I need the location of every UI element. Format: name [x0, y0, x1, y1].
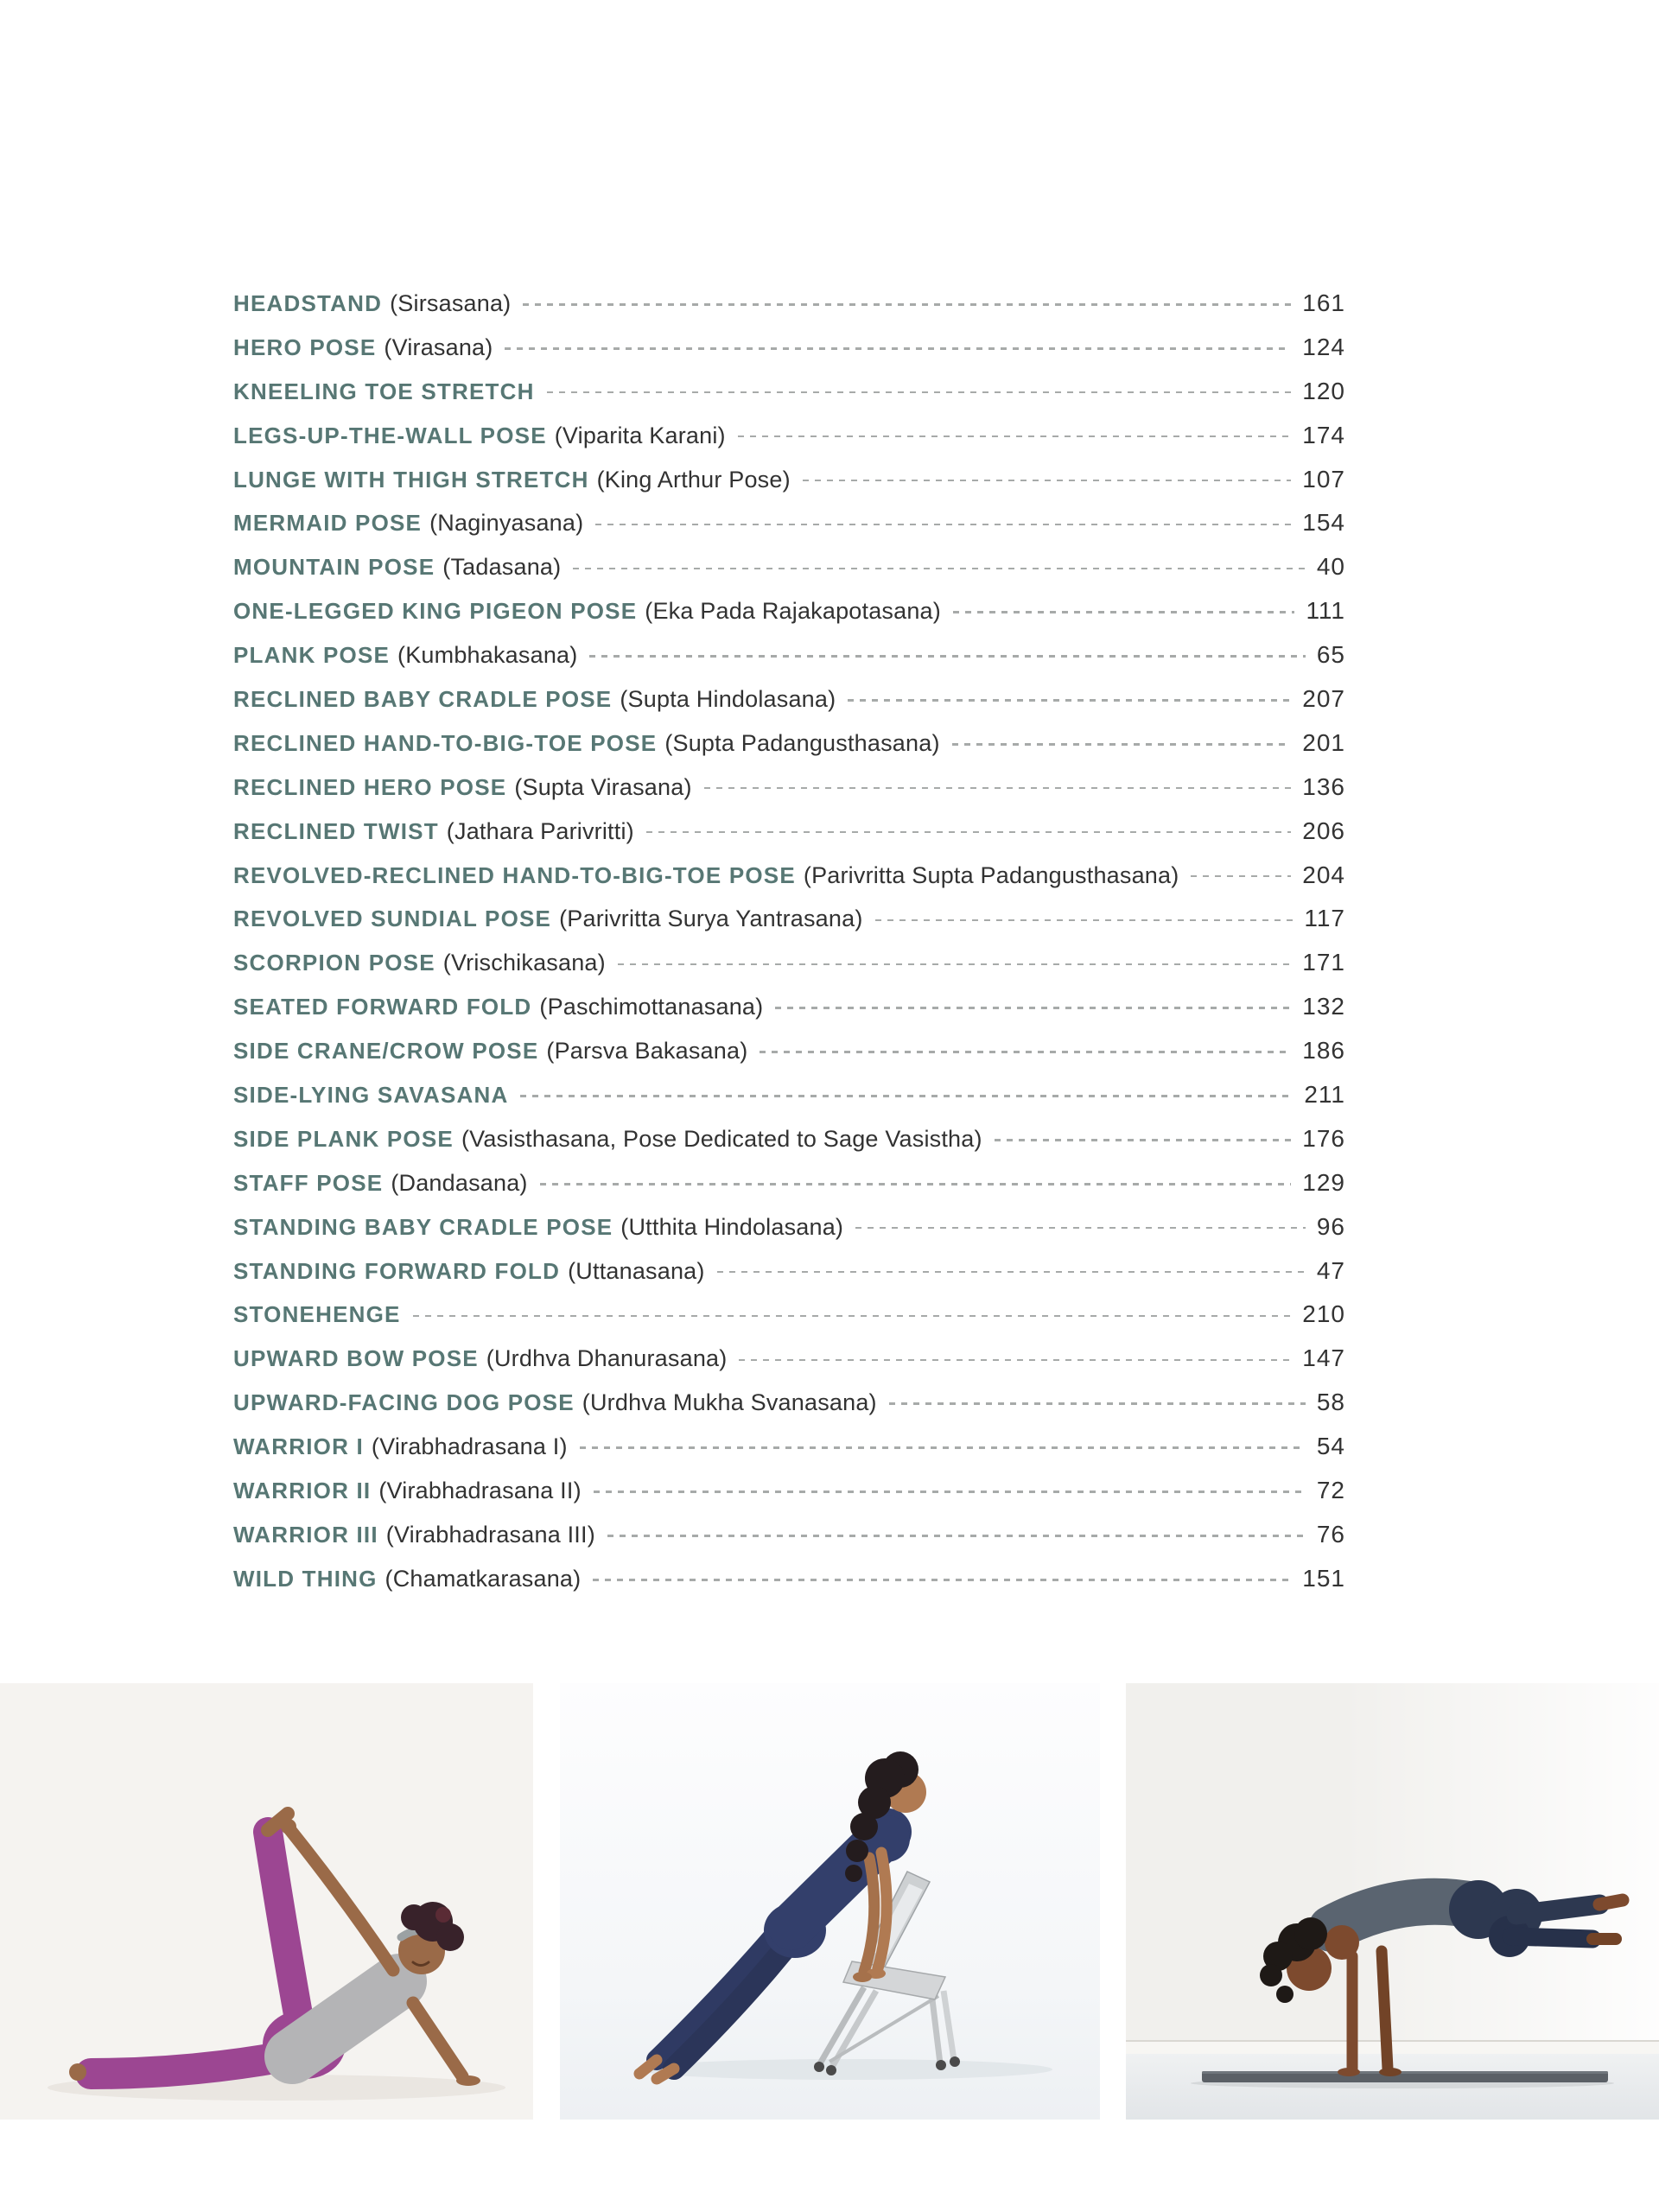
pose-name: WARRIOR III [233, 1521, 378, 1548]
index-row [233, 589, 1345, 633]
pose-name: RECLINED BABY CRADLE POSE [233, 686, 613, 713]
page-number: 206 [1302, 817, 1345, 844]
dotted-leader [739, 1359, 1291, 1362]
index-row [233, 1557, 1345, 1601]
index-row [233, 370, 1345, 414]
pose-alt-name: (Urdhva Dhanurasana) [486, 1345, 728, 1372]
dotted-leader [704, 787, 1292, 790]
pose-name: SIDE CRANE/CROW POSE [233, 1038, 539, 1065]
pose-name: RECLINED HAND-TO-BIG-TOE POSE [233, 729, 658, 756]
chair-lunge-illustration [560, 1683, 1100, 2120]
pose-alt-name: (Vrischikasana) [442, 950, 606, 976]
dotted-leader [595, 524, 1291, 526]
pose-name: WARRIOR I [233, 1433, 364, 1460]
pose-alt-name: (Virabhadrasana III) [385, 1521, 595, 1548]
dotted-leader [646, 831, 1291, 834]
dotted-leader [995, 1139, 1292, 1141]
pose-name: RECLINED HERO POSE [233, 773, 507, 800]
page-number: 136 [1302, 772, 1345, 800]
dotted-leader [952, 743, 1292, 746]
pose-alt-name: (Supta Hindolasana) [620, 686, 836, 713]
pose-alt-name: (Urdhva Mukha Svanasana) [582, 1389, 877, 1416]
index-row [233, 1161, 1345, 1205]
pose-name: HEADSTAND [233, 290, 383, 316]
pose-name: STONEHENGE [233, 1301, 401, 1328]
page-number: 65 [1316, 641, 1345, 669]
index-row [233, 810, 1345, 854]
pose-name: HERO POSE [233, 334, 377, 360]
index-row [233, 1513, 1345, 1557]
pose-alt-name: (Virabhadrasana II) [378, 1478, 582, 1504]
pose-alt-name: (Uttanasana) [568, 1257, 705, 1284]
pose-alt-name: (Virasana) [384, 334, 493, 360]
pose-name: KNEELING TOE STRETCH [233, 378, 535, 404]
pose-alt-name: (Jathara Parivritti) [446, 817, 634, 844]
dotted-leader [855, 1227, 1306, 1230]
index-row [233, 766, 1345, 810]
page-number: 58 [1316, 1389, 1345, 1416]
dotted-leader [540, 1183, 1292, 1185]
page-number: 174 [1302, 421, 1345, 448]
dotted-leader [523, 303, 1291, 306]
page-number: 204 [1302, 861, 1345, 888]
pose-alt-name: (Parivritta Surya Yantrasana) [559, 906, 863, 932]
dotted-leader [505, 347, 1291, 350]
pose-alt-name: (Virabhadrasana I) [371, 1433, 568, 1460]
dotted-leader [889, 1402, 1306, 1405]
page-number: 107 [1302, 465, 1345, 493]
page-number: 40 [1316, 553, 1345, 581]
dotted-leader [594, 1491, 1306, 1493]
page-number: 111 [1306, 597, 1345, 625]
page-number: 120 [1302, 377, 1345, 404]
index-row [233, 1425, 1345, 1469]
pose-alt-name: (Sirsasana) [390, 290, 512, 316]
page-number: 210 [1302, 1300, 1345, 1328]
pose-name: ONE-LEGGED KING PIGEON POSE [233, 598, 638, 625]
index-row [233, 677, 1345, 721]
pose-alt-name: (Dandasana) [391, 1169, 528, 1196]
dotted-leader [738, 435, 1292, 438]
index-row [233, 941, 1345, 985]
index-row [233, 1249, 1345, 1294]
dotted-leader [593, 1579, 1291, 1581]
pose-alt-name: (Parsva Bakasana) [546, 1038, 748, 1065]
index-row [233, 1029, 1345, 1073]
index-row [233, 501, 1345, 545]
dotted-leader [520, 1095, 1293, 1097]
pose-name: WARRIOR II [233, 1478, 372, 1504]
pose-alt-name: (Tadasana) [442, 554, 562, 581]
pose-name: LEGS-UP-THE-WALL POSE [233, 422, 547, 448]
page-number: 124 [1302, 333, 1345, 360]
wall-light [1342, 1683, 1659, 2042]
pose-alt-name: (Utthita Hindolasana) [620, 1213, 844, 1240]
floor-shadow [638, 2059, 1052, 2080]
index-row [233, 854, 1345, 898]
pose-name: PLANK POSE [233, 642, 391, 669]
page-number: 154 [1302, 509, 1345, 537]
page-number: 72 [1316, 1477, 1345, 1504]
page-number: 201 [1302, 728, 1345, 756]
index-row [233, 633, 1345, 677]
pose-name: WILD THING [233, 1565, 378, 1592]
index-row [233, 458, 1345, 502]
pose-name: SEATED FORWARD FOLD [233, 994, 532, 1020]
pose-alt-name: (Naginyasana) [429, 510, 584, 537]
pose-alt-name: (King Arthur Pose) [596, 466, 791, 493]
photo-side-crow-pose [1126, 1683, 1659, 2120]
index-row [233, 721, 1345, 766]
pose-name: REVOLVED SUNDIAL POSE [233, 906, 552, 932]
dotted-leader [953, 611, 1294, 613]
pose-name: RECLINED TWIST [233, 817, 439, 844]
page-number: 151 [1302, 1564, 1345, 1592]
index-row [233, 1293, 1345, 1337]
dotted-leader [760, 1051, 1291, 1053]
pose-alt-name: (Kumbhakasana) [397, 642, 578, 669]
pose-alt-name: (Vasisthasana, Pose Dedicated to Sage Vasistha) [461, 1125, 982, 1152]
page-number: 176 [1302, 1124, 1345, 1152]
dotted-leader [413, 1315, 1292, 1318]
pose-alt-name: (Paschimottanasana) [539, 994, 764, 1020]
pose-name: STANDING BABY CRADLE POSE [233, 1213, 613, 1240]
page-number: 54 [1316, 1433, 1345, 1460]
pose-name: REVOLVED-RECLINED HAND-TO-BIG-TOE POSE [233, 861, 796, 888]
index-row [233, 1381, 1345, 1425]
index-row [233, 1117, 1345, 1161]
page-number: 96 [1316, 1212, 1345, 1240]
page-number: 186 [1302, 1037, 1345, 1065]
index-row [233, 414, 1345, 458]
pose-alt-name: (Eka Pada Rajakapotasana) [645, 598, 941, 625]
dotted-leader [1191, 875, 1291, 878]
index-row [233, 1337, 1345, 1381]
pose-name: SCORPION POSE [233, 950, 435, 976]
dotted-leader [580, 1446, 1306, 1449]
page-number: 161 [1302, 289, 1345, 316]
pose-alt-name: (Supta Virasana) [514, 773, 692, 800]
pose-name: SIDE-LYING SAVASANA [233, 1082, 509, 1109]
pose-alt-name: (Viparita Karani) [554, 422, 726, 448]
dotted-leader [717, 1271, 1306, 1274]
pose-index-list [233, 282, 1345, 1601]
pose-name: STANDING FORWARD FOLD [233, 1257, 561, 1284]
index-row [233, 985, 1345, 1029]
baseboard-edge [1126, 2040, 1659, 2042]
dotted-leader [848, 699, 1291, 702]
pose-name: MOUNTAIN POSE [233, 554, 435, 581]
pose-name: LUNGE WITH THIGH STRETCH [233, 466, 589, 493]
pose-name: SIDE PLANK POSE [233, 1125, 454, 1152]
page-number: 76 [1316, 1520, 1345, 1548]
index-row [233, 1205, 1345, 1249]
pose-name: UPWARD BOW POSE [233, 1345, 479, 1372]
dotted-leader [618, 963, 1291, 966]
index-row [233, 1469, 1345, 1513]
page-number: 117 [1304, 905, 1345, 932]
figure-silhouette [69, 1814, 480, 2086]
index-row [233, 545, 1345, 589]
pose-name: UPWARD-FACING DOG POSE [233, 1389, 575, 1416]
page-number: 147 [1302, 1344, 1345, 1372]
dotted-leader [573, 568, 1306, 570]
page-number: 171 [1302, 949, 1345, 976]
pose-alt-name: (Supta Padangusthasana) [664, 729, 940, 756]
page-number: 132 [1302, 993, 1345, 1020]
dotted-leader [775, 1007, 1291, 1009]
pose-name: STAFF POSE [233, 1169, 384, 1196]
pose-alt-name: (Chamatkarasana) [385, 1565, 582, 1592]
page-number: 207 [1302, 685, 1345, 713]
dotted-leader [589, 655, 1305, 658]
dotted-leader [875, 919, 1294, 922]
index-row [233, 282, 1345, 326]
page-number: 47 [1316, 1256, 1345, 1284]
page-number: 211 [1304, 1081, 1345, 1109]
pose-alt-name: (Parivritta Supta Padangusthasana) [803, 861, 1179, 888]
photo-side-lying-big-toe-pose [0, 1683, 533, 2120]
index-row [233, 897, 1345, 941]
index-row [233, 326, 1345, 370]
page-number: 129 [1302, 1168, 1345, 1196]
side-crow-illustration [1126, 1683, 1659, 2120]
photo-chair-supported-lunge [560, 1683, 1100, 2120]
dotted-leader [803, 480, 1292, 482]
dotted-leader [547, 391, 1292, 394]
side-lying-pose-illustration [0, 1683, 533, 2120]
dotted-leader [607, 1535, 1306, 1537]
pose-name: MERMAID POSE [233, 510, 423, 537]
yoga-mat-highlight [1202, 2071, 1608, 2074]
index-row [233, 1073, 1345, 1117]
